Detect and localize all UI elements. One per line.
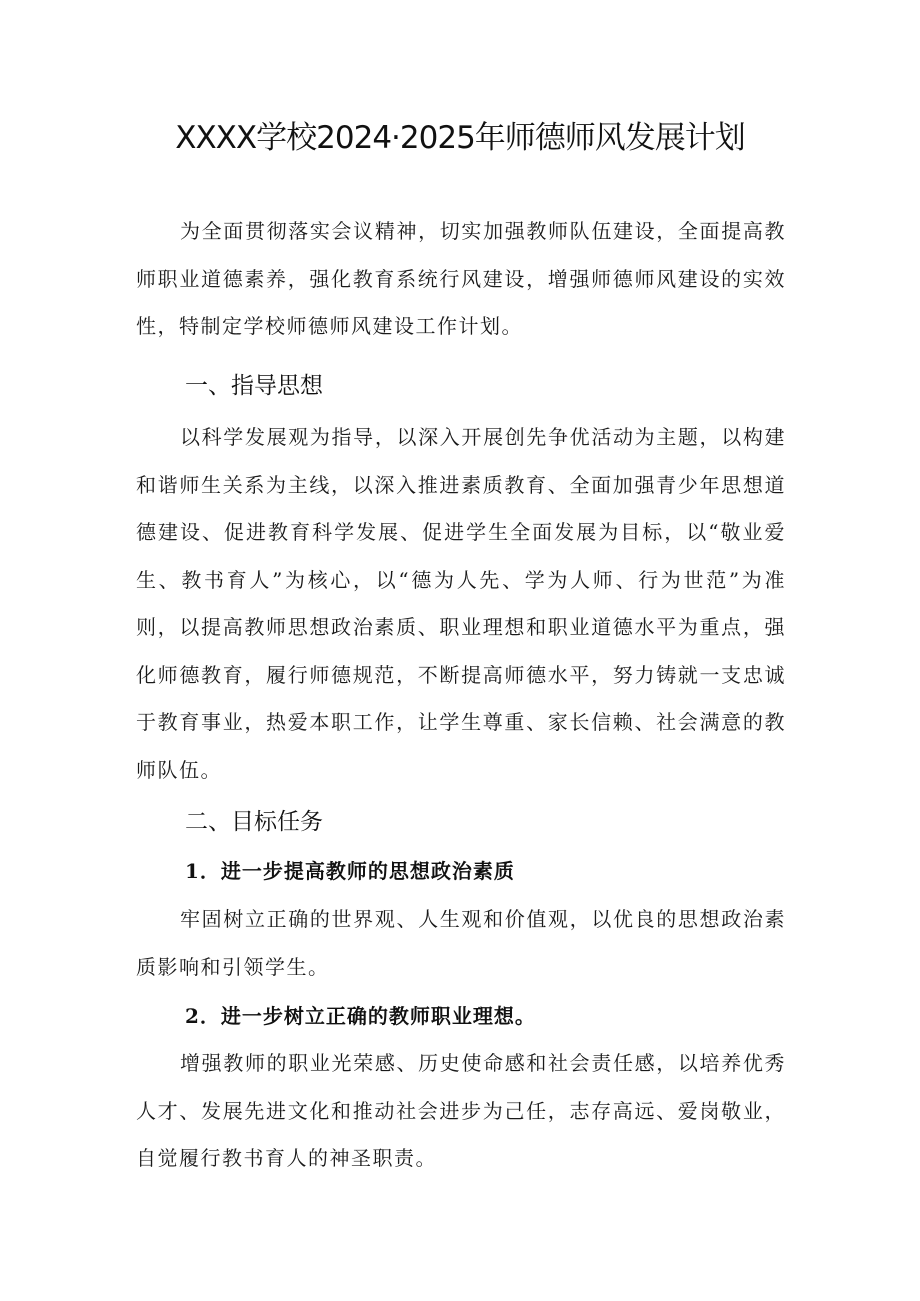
section-2-heading: 二、目标任务 (185, 809, 323, 835)
document-title: XXXX学校2024·2025年师德师风发展计划 (175, 120, 745, 156)
item-2-title: 2．进一步树立正确的教师职业理想。 (185, 1004, 536, 1028)
item-2-body: 增强教师的职业光荣感、历史使命感和社会责任感，以培养优秀人才、发展先进文化和推动社会进步为己任，志存高远、爱岗敬业，自觉履行教书育人的神圣职责。 (136, 1051, 786, 1170)
item-1-title: 1．进一步提高教师的思想政治素质 (185, 859, 515, 883)
item-1-body: 牢固树立正确的世界观、人生观和价值观，以优良的思想政治素质影响和引领学生。 (136, 907, 786, 979)
intro-paragraph: 为全面贯彻落实会议精神，切实加强教师队伍建设，全面提高教师职业道德素养，强化教育系统行风建设，增强师德师风建设的实效性，特制定学校师德师风建设工作计划。 (136, 219, 786, 338)
section-1-body: 以科学发展观为指导，以深入开展创先争优活动为主题，以构建和谐师生关系为主线，以深入推进素质教育、全面加强青少年思想道德建设、促进教育科学发展、促进学生全面发展为目标，以“敬业爱生、教书育人”为核心，以“德为人先、学为人师、行为世范”为准则，以提高教师思想政治素质、职业理想和职业道德水平为重点，强化师德教育，履行师德规范，不断提高师德水平，努力铸就一支忠诚于教育事业，热爱本职工作，让学生尊重、家长信赖、社会满意的教师队伍。 (136, 425, 786, 782)
section-1-heading: 一、指导思想 (185, 373, 323, 399)
